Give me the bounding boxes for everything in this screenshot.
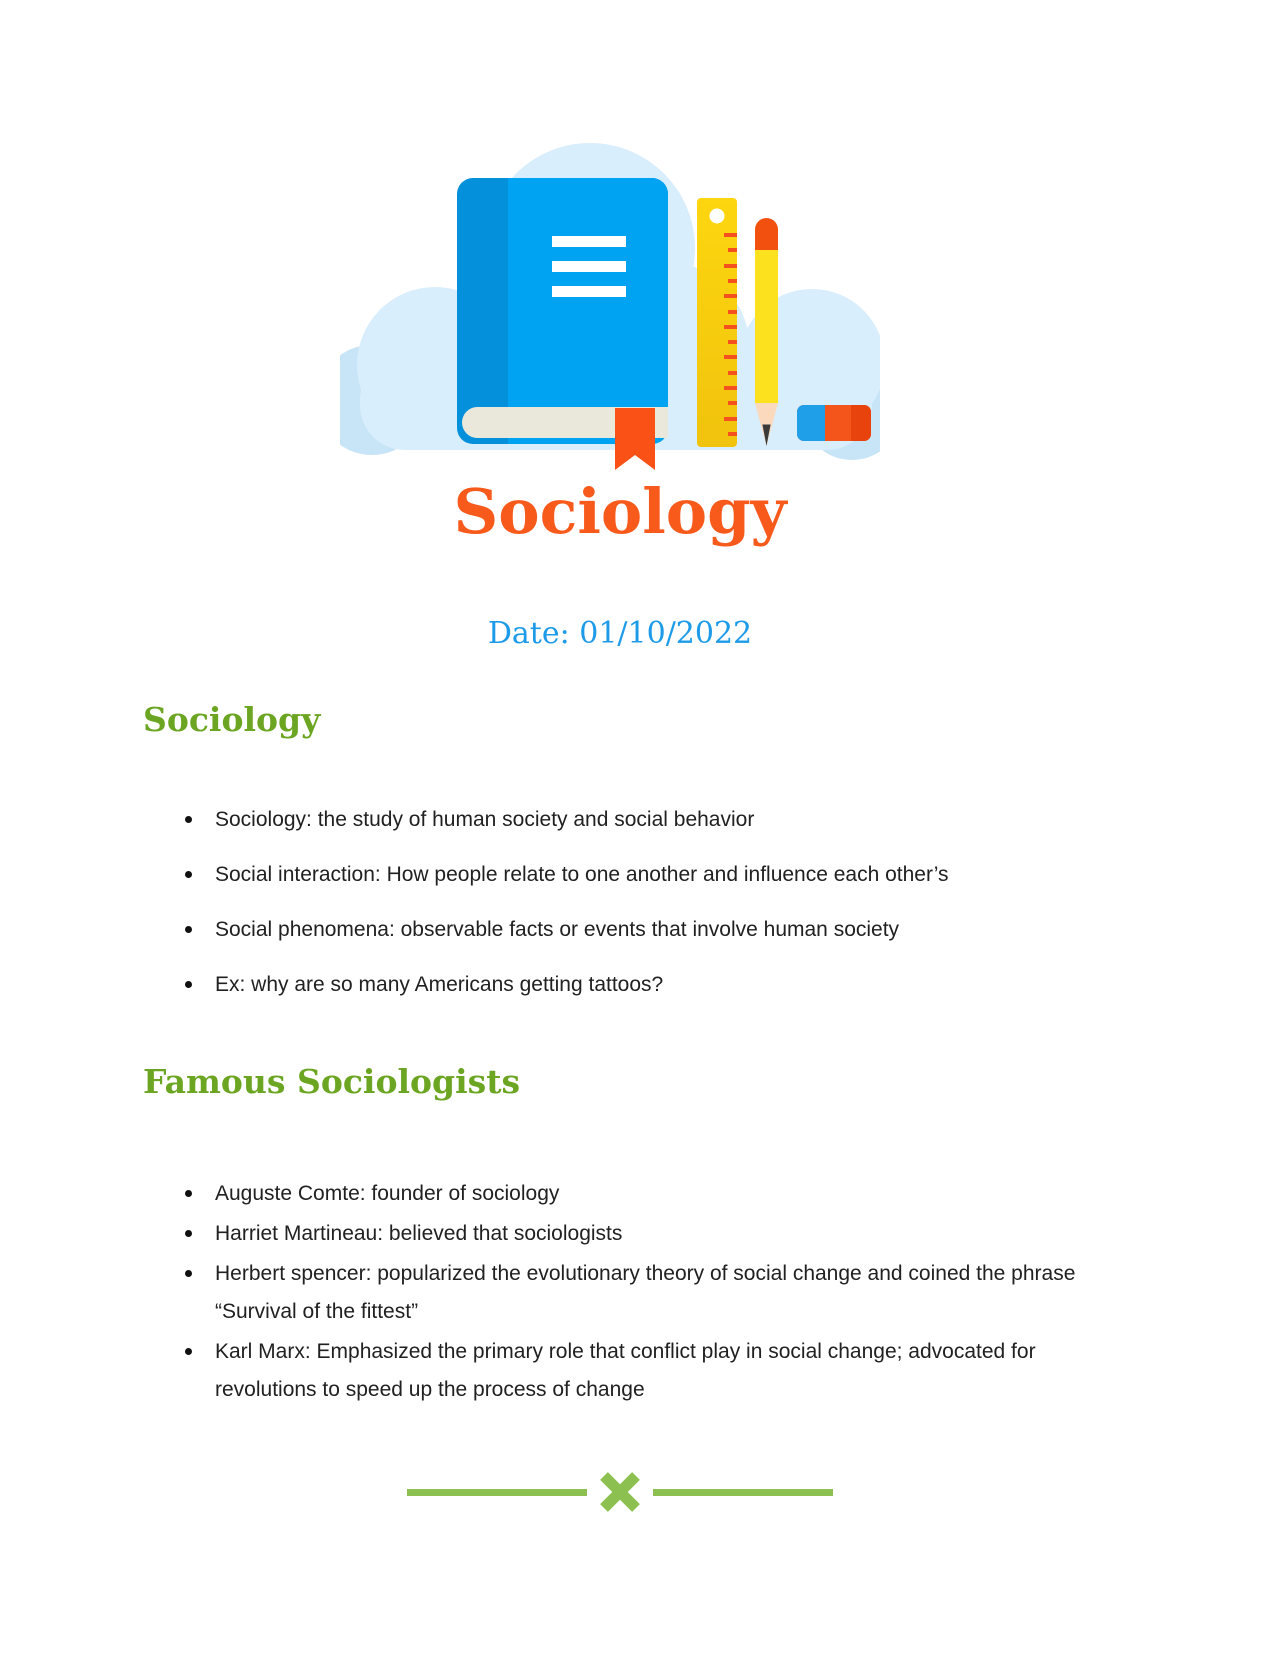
list-item: Karl Marx: Emphasized the primary role that conflict play in social change; advocated for revolutions to speed up the process of change <box>185 1333 1115 1409</box>
footer-divider <box>407 1468 833 1516</box>
eraser-icon <box>797 405 871 441</box>
list-item: Social phenomena: observable facts or events that involve human society <box>185 916 949 944</box>
list-item: Social interaction: How people relate to one another and influence each other’s <box>185 861 949 889</box>
ruler-icon <box>697 198 737 447</box>
sociology-bullet-list <box>143 806 949 1026</box>
list-item: Auguste Comte: founder of sociology <box>185 1175 1115 1213</box>
section-heading-sociology: Sociology <box>143 700 321 739</box>
famous-sociologists-bullet-list <box>143 1175 1115 1411</box>
school-supplies-illustration <box>340 135 880 470</box>
book-icon <box>457 178 668 444</box>
list-item: Ex: why are so many Americans getting tattoos? <box>185 971 949 999</box>
bookmark-icon <box>615 408 655 470</box>
list-item: Harriet Martineau: believed that sociologists <box>185 1215 1115 1253</box>
list-item: Sociology: the study of human society and social behavior <box>185 806 949 834</box>
pencil-icon <box>755 218 778 446</box>
divider-line-right <box>653 1489 833 1496</box>
page-title: Sociology <box>453 475 787 548</box>
section-heading-famous-sociologists: Famous Sociologists <box>143 1062 521 1101</box>
divider-line-left <box>407 1489 587 1496</box>
list-item: Herbert spencer: popularized the evolutionary theory of social change and coined the phrase “Survival of the fittest” <box>185 1255 1115 1331</box>
divider-x-icon <box>596 1468 644 1516</box>
date-text: Date: 01/10/2022 <box>487 616 753 651</box>
